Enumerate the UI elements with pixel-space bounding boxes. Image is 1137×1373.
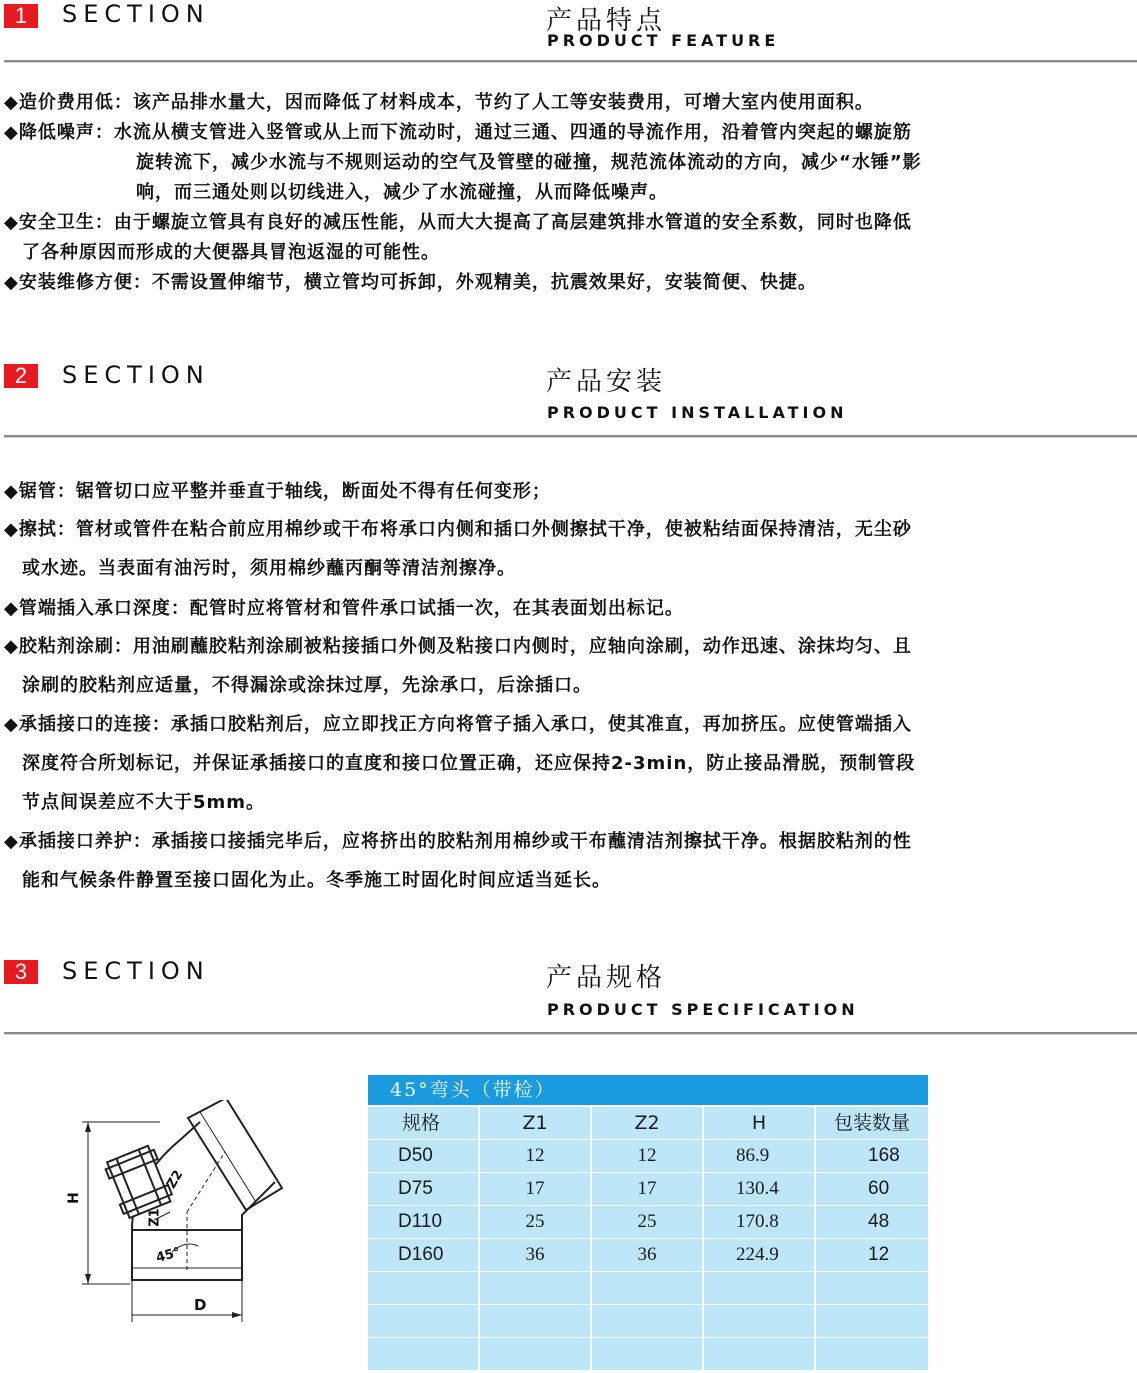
diagram-label-h: H [65, 1192, 82, 1204]
table-cell: 168 [816, 1140, 928, 1172]
section-3-number: 3 [4, 960, 38, 984]
table-header-cell: 规格 [368, 1107, 478, 1139]
table-cell [368, 1338, 478, 1370]
install-line: 涂刷的胶粘剂应适量，不得漏涂或涂抹过厚，先涂承口，后涂插口。 [22, 675, 592, 696]
feature-line: ◆安全卫生：由于螺旋立管具有良好的减压性能，从而大大提高了高层建筑排水管道的安全系数，同时也降低 [4, 212, 912, 233]
table-row [368, 1206, 928, 1238]
section-1-divider [4, 60, 1137, 62]
install-line: ◆管端插入承口深度：配管时应将管材和管件承口试插一次，在其表面划出标记。 [4, 598, 684, 619]
section-1-number: 1 [4, 4, 38, 28]
table-cell [592, 1338, 702, 1370]
table-row [368, 1239, 928, 1271]
install-line: ◆锯管：锯管切口应平整并垂直于轴线，断面处不得有任何变形； [4, 481, 551, 502]
spec-table-title-text: 45°弯头（带检） [390, 1079, 556, 1101]
table-cell: 48 [816, 1206, 928, 1238]
feature-line: 旋转流下，减少水流与不规则运动的空气及管壁的碰撞，规范流体流动的方向，减少“水锤”影 [136, 152, 922, 173]
table-row [368, 1305, 928, 1337]
feature-line: ◆安装维修方便：不需设置伸缩节，横立管均可拆卸，外观精美，抗震效果好，安装简便、快捷。 [4, 272, 817, 293]
table-cell [480, 1338, 590, 1370]
table-cell: 130.4 [704, 1173, 814, 1205]
table-cell [592, 1305, 702, 1337]
diagram-label-d: D [194, 1296, 207, 1314]
table-row [368, 1272, 928, 1304]
feature-line: 了各种原因而形成的大便器具冒泡返湿的可能性。 [22, 242, 440, 263]
table-cell [816, 1272, 928, 1304]
table-header-cell: 包装数量 [816, 1107, 928, 1139]
diagram-label-angle: 45° [154, 1245, 183, 1266]
table-cell [480, 1272, 590, 1304]
install-line: ◆承插接口养护：承插接口接插完毕后，应将挤出的胶粘剂用棉纱或干布蘸清洁剂擦拭干净。根据胶粘剂的性 [4, 831, 912, 852]
table-cell: 17 [480, 1173, 590, 1205]
table-cell [816, 1305, 928, 1337]
install-line: 或水迹。当表面有油污时，须用棉纱蘸丙酮等清洁剂擦净。 [22, 558, 516, 579]
install-line: ◆承插接口的连接：承插口胶粘剂后，应立即找正方向将管子插入承口，使其准直，再加挤压。应使管端插入 [4, 714, 912, 735]
section-2-number: 2 [4, 364, 38, 388]
table-row [368, 1173, 928, 1205]
table-cell: 36 [592, 1239, 702, 1271]
section-1-title-en: PRODUCT FEATURE [547, 31, 780, 50]
table-cell: 25 [592, 1206, 702, 1238]
table-cell [592, 1272, 702, 1304]
section-3-title-en: PRODUCT SPECIFICATION [547, 1000, 859, 1019]
table-cell [704, 1272, 814, 1304]
table-cell: 12 [816, 1239, 928, 1271]
install-line: ◆胶粘剂涂刷：用油刷蘸胶粘剂涂刷被粘接插口外侧及粘接口内侧时，应轴向涂刷，动作迅速、涂抹均匀、且 [4, 636, 912, 657]
table-cell: 17 [592, 1173, 702, 1205]
table-cell [704, 1305, 814, 1337]
table-cell: 224.9 [704, 1239, 814, 1271]
table-cell [480, 1305, 590, 1337]
table-header-row [368, 1107, 928, 1139]
table-cell: 60 [816, 1173, 928, 1205]
table-cell [368, 1305, 478, 1337]
table-cell [704, 1338, 814, 1370]
table-cell [368, 1272, 478, 1304]
table-header-cell: Z1 [480, 1107, 590, 1139]
table-header-cell: Z2 [592, 1107, 702, 1139]
table-row [368, 1140, 928, 1172]
section-2-title-cn: 产品安装 [546, 367, 667, 397]
table-cell: 12 [480, 1140, 590, 1172]
table-cell: 86.9 [704, 1140, 814, 1172]
table-cell: 170.8 [704, 1206, 814, 1238]
table-row [368, 1338, 928, 1370]
section-3-divider [4, 1032, 1137, 1034]
feature-line: ◆降低噪声：水流从横支管进入竖管或从上而下流动时，通过三通、四通的导流作用，沿着管内突起的螺旋筋 [4, 122, 912, 143]
install-line: 节点间误差应不大于5mm。 [22, 792, 266, 813]
table-cell: 12 [592, 1140, 702, 1172]
table-cell: D110 [368, 1206, 478, 1238]
section-1-title-cn: 产品特点 [546, 6, 667, 36]
table-header-cell: H [704, 1107, 814, 1139]
section-3-word: SECTION [62, 957, 210, 985]
spec-table-title [368, 1075, 928, 1105]
elbow-fitting-diagram [60, 1100, 300, 1340]
install-line: 深度符合所划标记，并保证承插接口的直度和接口位置正确，还应保持2-3min，防止接品滑脱，预制管段 [22, 753, 916, 774]
section-1-word: SECTION [62, 0, 210, 28]
diagram-label-z1: Z1 [147, 1208, 163, 1227]
section-2-divider [4, 435, 1137, 437]
feature-line: ◆造价费用低：该产品排水量大，因而降低了材料成本，节约了人工等安装费用，可增大室内使用面积。 [4, 92, 874, 113]
section-2-word: SECTION [62, 361, 210, 389]
install-line: 能和气候条件静置至接口固化为止。冬季施工时固化时间应适当延长。 [22, 870, 611, 891]
diagram-label-z2: Z2 [164, 1167, 187, 1192]
feature-line: 响，而三通处则以切线进入，减少了水流碰撞，从而降低噪声。 [136, 182, 668, 203]
table-cell [816, 1338, 928, 1370]
table-cell: D50 [368, 1140, 478, 1172]
table-cell: D75 [368, 1173, 478, 1205]
table-cell: 36 [480, 1239, 590, 1271]
table-cell: D160 [368, 1239, 478, 1271]
install-line: ◆擦拭：管材或管件在粘合前应用棉纱或干布将承口内侧和插口外侧擦拭干净，使被粘结面保持清洁，无尘砂 [4, 519, 912, 540]
section-2-title-en: PRODUCT INSTALLATION [547, 403, 848, 422]
table-cell: 25 [480, 1206, 590, 1238]
section-3-title-cn: 产品规格 [546, 963, 667, 993]
